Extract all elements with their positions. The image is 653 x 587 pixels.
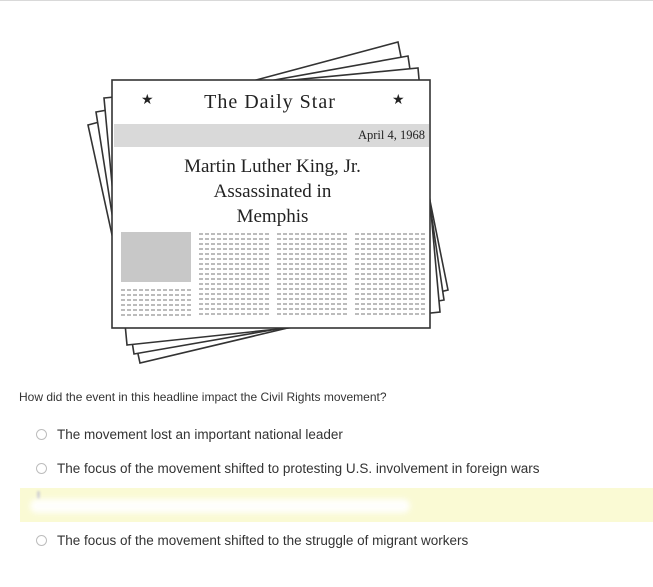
answer-option[interactable] — [36, 424, 343, 444]
newspaper-headline — [150, 154, 395, 229]
headline-line: Memphis — [236, 206, 309, 227]
option-label: The focus of the movement shifted to protesting U.S. involvement in foreign wars — [57, 460, 540, 476]
answer-option[interactable] — [36, 530, 468, 550]
option-label: The movement lost an important national leader — [57, 426, 343, 442]
star-icon: ★ — [141, 93, 154, 108]
radio-button-icon[interactable] — [37, 491, 40, 499]
radio-button-icon[interactable] — [36, 463, 47, 474]
radio-button-icon[interactable] — [36, 429, 47, 440]
headline-line: Martin Luther King, Jr. — [184, 156, 361, 177]
option-label: The focus of the movement shifted to the struggle of migrant workers — [57, 532, 469, 548]
newspaper-name: The Daily Star — [204, 91, 336, 113]
radio-button-icon[interactable] — [36, 535, 47, 546]
newspaper-date: April 4, 1968 — [357, 128, 425, 142]
redacted-option-label — [30, 499, 410, 513]
star-icon: ★ — [392, 93, 405, 108]
answer-option[interactable] — [36, 458, 540, 478]
headline-line: Assassinated in — [213, 181, 332, 202]
question-text: How did the event in this headline impact the Civil Rights movement? — [19, 390, 387, 404]
